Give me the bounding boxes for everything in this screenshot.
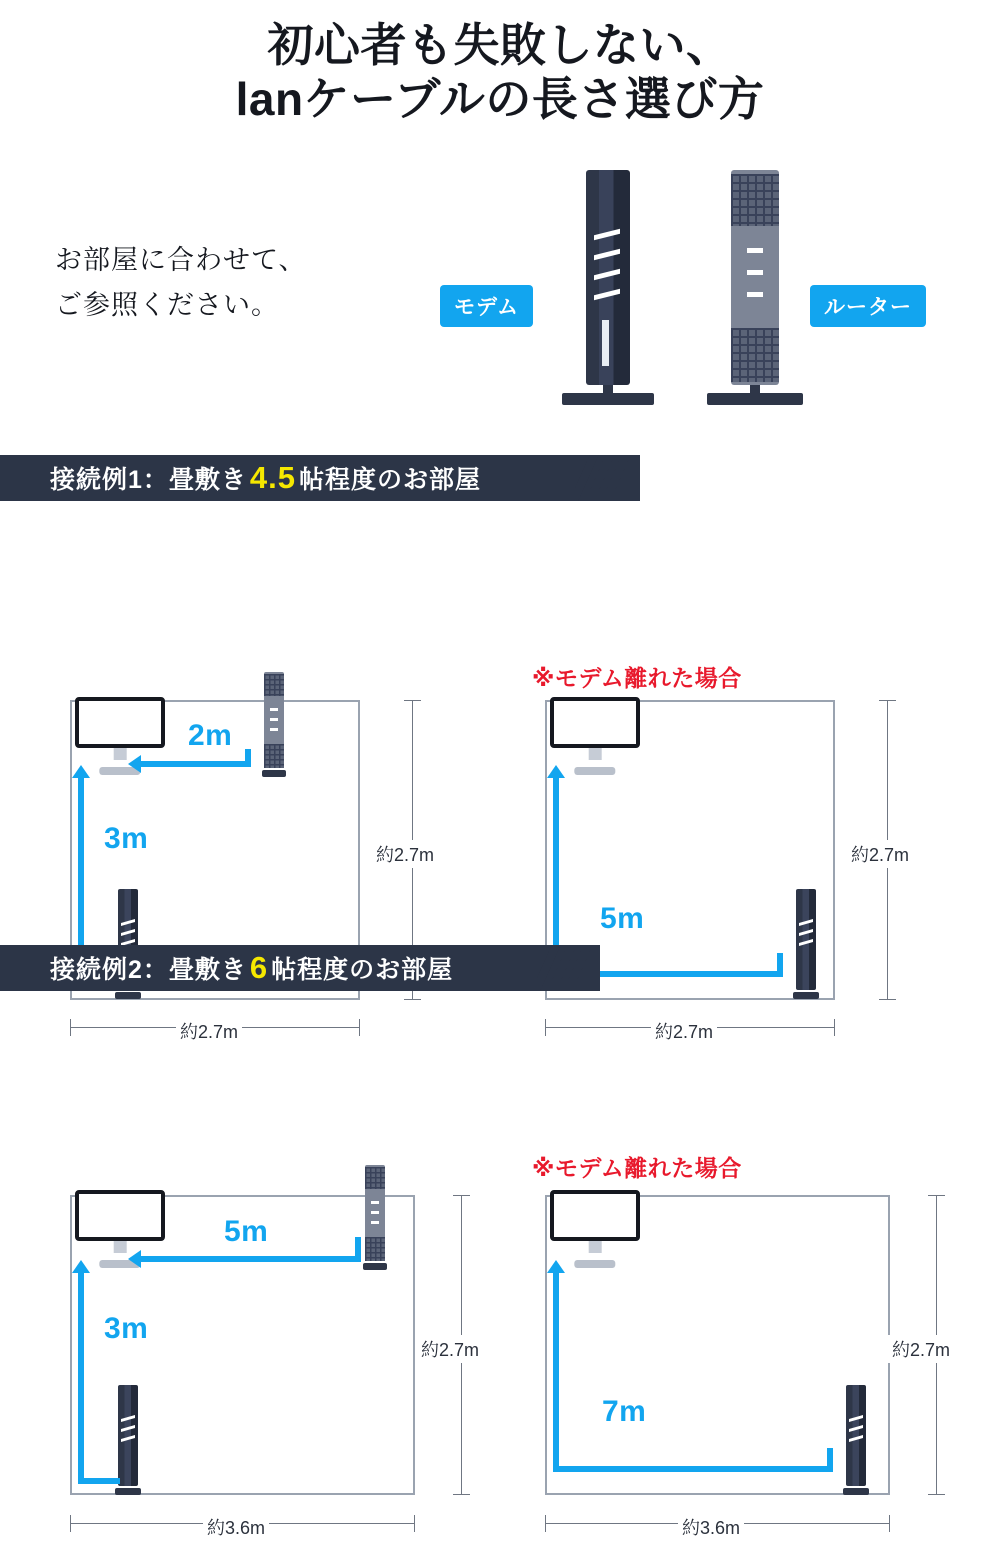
page-title-line1: 初心者も失敗しない、: [267, 19, 733, 71]
router-label-badge: [810, 285, 926, 327]
router-icon: [262, 672, 286, 777]
dim-vertical-label: 約2.7m: [847, 840, 913, 868]
cable-5m-label: 5m: [600, 901, 645, 935]
modem-base: [562, 393, 654, 405]
cable-5m-label: 5m: [224, 1214, 269, 1248]
section-2-header: [0, 945, 600, 991]
cable-5m-arrow: [128, 1250, 141, 1268]
cable-3m-label: 3m: [104, 1311, 149, 1345]
router-illustration: [725, 170, 785, 405]
cable-7m-segment-h: [553, 1466, 833, 1472]
modem-label-badge: [440, 285, 533, 327]
section-1-prefix: 接続例1：畳敷き: [50, 466, 247, 494]
cable-5m-segment-v2: [777, 953, 783, 977]
section-1-slashes: [575, 455, 645, 501]
cable-3m-arrow: [72, 765, 90, 778]
router-mesh-top: [731, 174, 779, 226]
section-1-number: 4.5: [249, 460, 297, 495]
section-1-header: [0, 455, 640, 501]
cable-7m-segment-v1: [553, 1272, 559, 1472]
section-1-right-note: ※モデム離れた場合: [532, 664, 742, 691]
section-2-suffix: 帖程度のお部屋: [271, 956, 454, 984]
cable-2m-arrow: [128, 755, 141, 773]
dim-vertical-label: 約2.7m: [417, 1335, 483, 1363]
dim-horizontal-label: 約2.7m: [651, 1017, 717, 1045]
cable-3m-segment-v: [78, 1272, 84, 1484]
page-title-line2: lanケーブルの長さ選び方: [235, 73, 765, 126]
cable-2m-label: 2m: [188, 718, 233, 752]
monitor-icon: [550, 697, 640, 775]
dim-vertical-label: 約2.7m: [888, 1335, 954, 1363]
section-2-prefix: 接続例2：畳敷き: [50, 956, 247, 984]
cable-7m-label: 7m: [602, 1394, 647, 1428]
modem-illustration: [580, 170, 636, 405]
router-label-text: ルーター: [824, 296, 912, 319]
dim-vertical-label: 約2.7m: [372, 840, 438, 868]
router-mesh-bottom: [731, 328, 779, 382]
router-led: [747, 270, 763, 275]
intro-text: [55, 238, 306, 327]
dim-horizontal-label: 約3.6m: [678, 1513, 744, 1541]
section-2-number: 6: [249, 950, 269, 985]
monitor-icon: [550, 1190, 640, 1268]
modem-icon: [793, 889, 819, 999]
cable-5m-segment-h: [140, 1256, 361, 1262]
section-1-suffix: 帖程度のお部屋: [299, 466, 482, 494]
dim-horizontal-label: 約3.6m: [203, 1513, 269, 1541]
dim-horizontal-label: 約2.7m: [176, 1017, 242, 1045]
router-icon: [363, 1165, 387, 1270]
modem-icon: [843, 1385, 869, 1495]
device-illustration-area: [454, 160, 980, 445]
intro-line1: お部屋に合わせて、: [55, 245, 307, 275]
router-led: [747, 292, 763, 297]
section-2-slashes: [537, 945, 607, 991]
modem-label-text: モデム: [454, 296, 519, 319]
cable-3m-label: 3m: [104, 821, 149, 855]
page-title: [0, 0, 1000, 127]
router-led: [747, 248, 763, 253]
cable-3m-arrow: [72, 1260, 90, 1273]
router-base: [707, 393, 803, 405]
modem-slot: [602, 320, 609, 366]
cable-7m-arrow: [547, 1260, 565, 1273]
cable-7m-segment-v2: [827, 1448, 833, 1472]
intro-line2: ご参照ください。: [55, 289, 279, 320]
cable-5m-arrow: [547, 765, 565, 778]
section-2-right-note: ※モデム離れた場合: [532, 1154, 742, 1181]
cable-2m-segment-h: [140, 761, 251, 767]
cable-3m-segment-h: [78, 1478, 120, 1484]
